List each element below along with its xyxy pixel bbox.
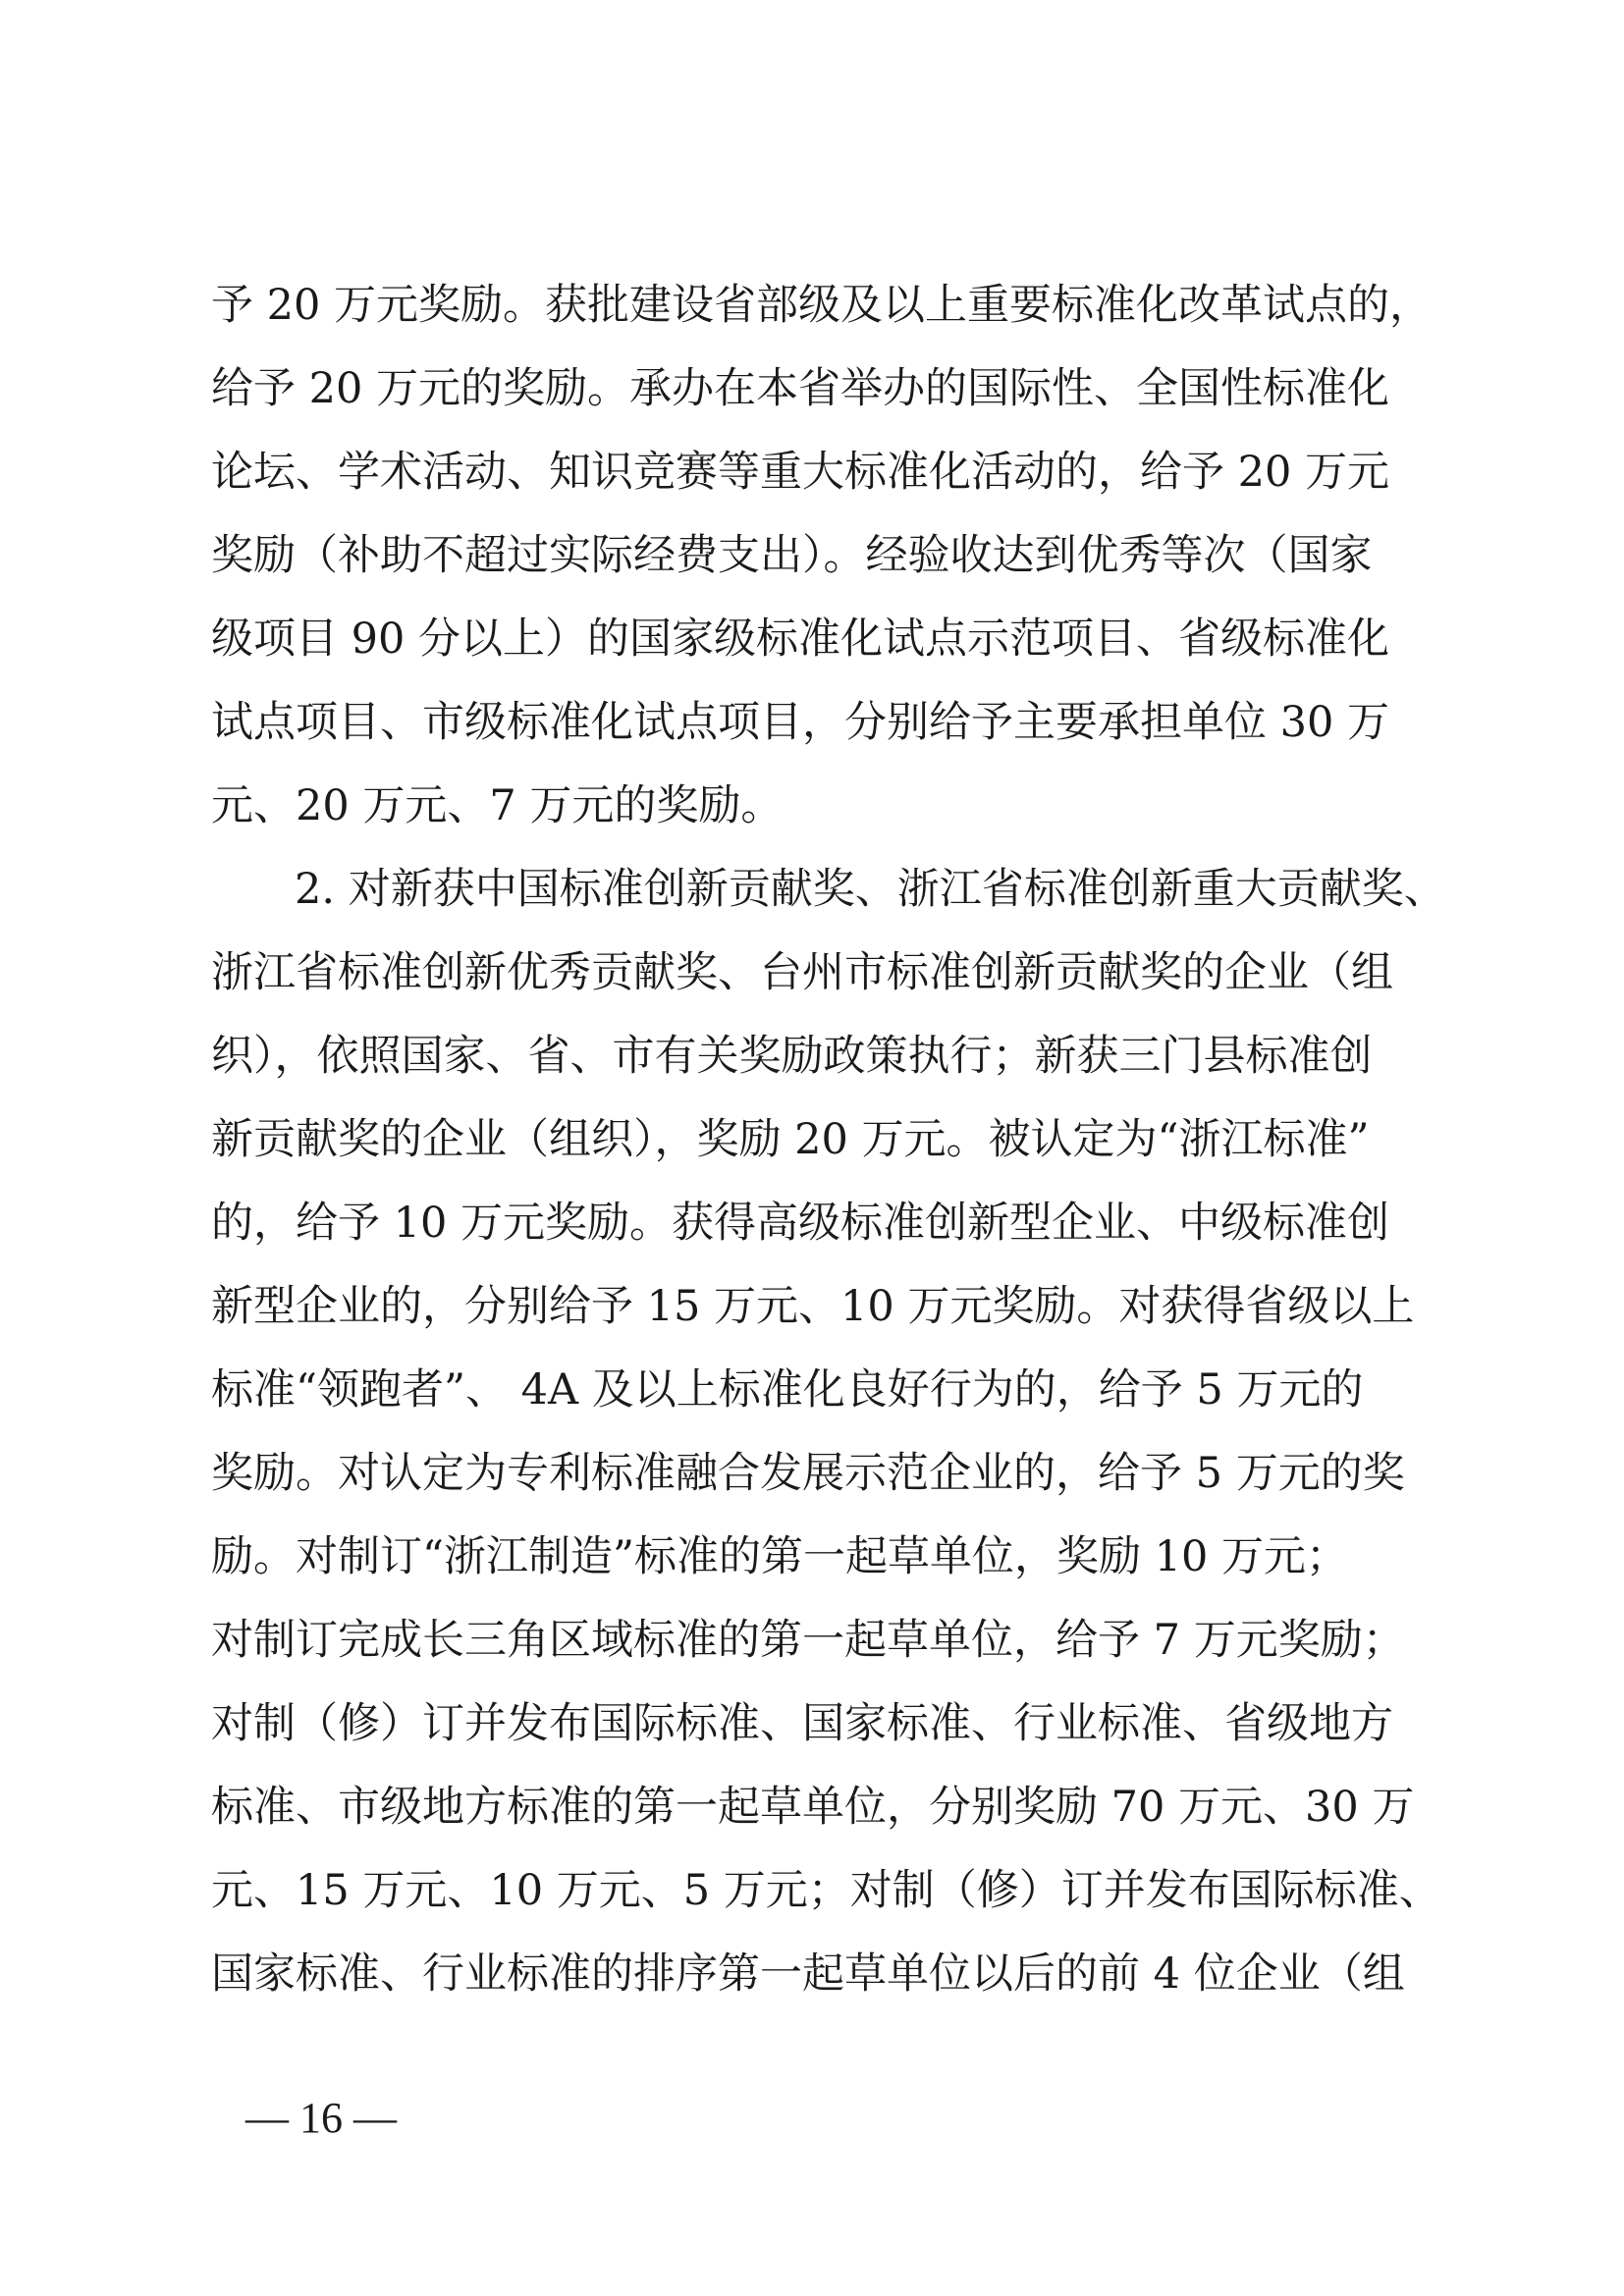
body-line-16: 励。对制订“浙江制造”标准的第一起草单位，奖励 10 万元； xyxy=(211,1532,1349,1581)
body-line-14: 标准“领跑者”、 4A 及以上标准化良好行为的，给予 5 万元的 xyxy=(211,1365,1364,1415)
body-line-20: 元、15 万元、10 万元、5 万元；对制（修）订并发布国际标准、 xyxy=(211,1866,1441,1915)
body-line-1: 予 20 万元奖励。获批建设省部级及以上重要标准化改革试点的， xyxy=(211,281,1433,330)
body-line-15: 奖励。对认定为专利标准融合发展示范企业的，给予 5 万元的奖 xyxy=(211,1449,1405,1498)
body-line-12: 的，给予 10 万元奖励。获得高级标准创新型企业、中级标准创 xyxy=(211,1199,1390,1248)
body-line-6: 试点项目、市级标准化试点项目，分别给予主要承担单位 30 万 xyxy=(211,698,1390,747)
body-line-5: 级项目 90 分以上）的国家级标准化试点示范项目、省级标准化 xyxy=(211,614,1390,664)
body-line-2: 给予 20 万元的奖励。承办在本省举办的国际性、全国性标准化 xyxy=(211,364,1390,413)
body-line-19: 标准、市级地方标准的第一起草单位，分别奖励 70 万元、30 万 xyxy=(211,1783,1415,1832)
body-line-18: 对制（修）订并发布国际标准、国家标准、行业标准、省级地方 xyxy=(211,1699,1393,1748)
body-line-13: 新型企业的，分别给予 15 万元、10 万元奖励。对获得省级以上 xyxy=(211,1282,1415,1331)
body-line-10: 织），依照国家、省、市有关奖励政策执行；新获三门县标准创 xyxy=(211,1032,1373,1081)
page-number: — 16 — xyxy=(245,2094,397,2142)
body-line-3: 论坛、学术活动、知识竞赛等重大标准化活动的，给予 20 万元 xyxy=(211,448,1390,497)
body-line-8: 2. 对新获中国标准创新贡献奖、浙江省标准创新重大贡献奖、 xyxy=(295,865,1446,914)
body-line-21: 国家标准、行业标准的排序第一起草单位以后的前 4 位企业（组 xyxy=(211,1949,1405,1999)
body-line-7: 元、20 万元、7 万元的奖励。 xyxy=(211,781,784,830)
body-line-4: 奖励（补助不超过实际经费支出）。经验收达到优秀等次（国家 xyxy=(211,531,1373,580)
body-line-17: 对制订完成长三角区域标准的第一起草单位，给予 7 万元奖励； xyxy=(211,1616,1405,1665)
body-line-11: 新贡献奖的企业（组织），奖励 20 万元。被认定为“浙江标准” xyxy=(211,1115,1370,1164)
body-line-9: 浙江省标准创新优秀贡献奖、台州市标准创新贡献奖的企业（组 xyxy=(211,948,1393,997)
